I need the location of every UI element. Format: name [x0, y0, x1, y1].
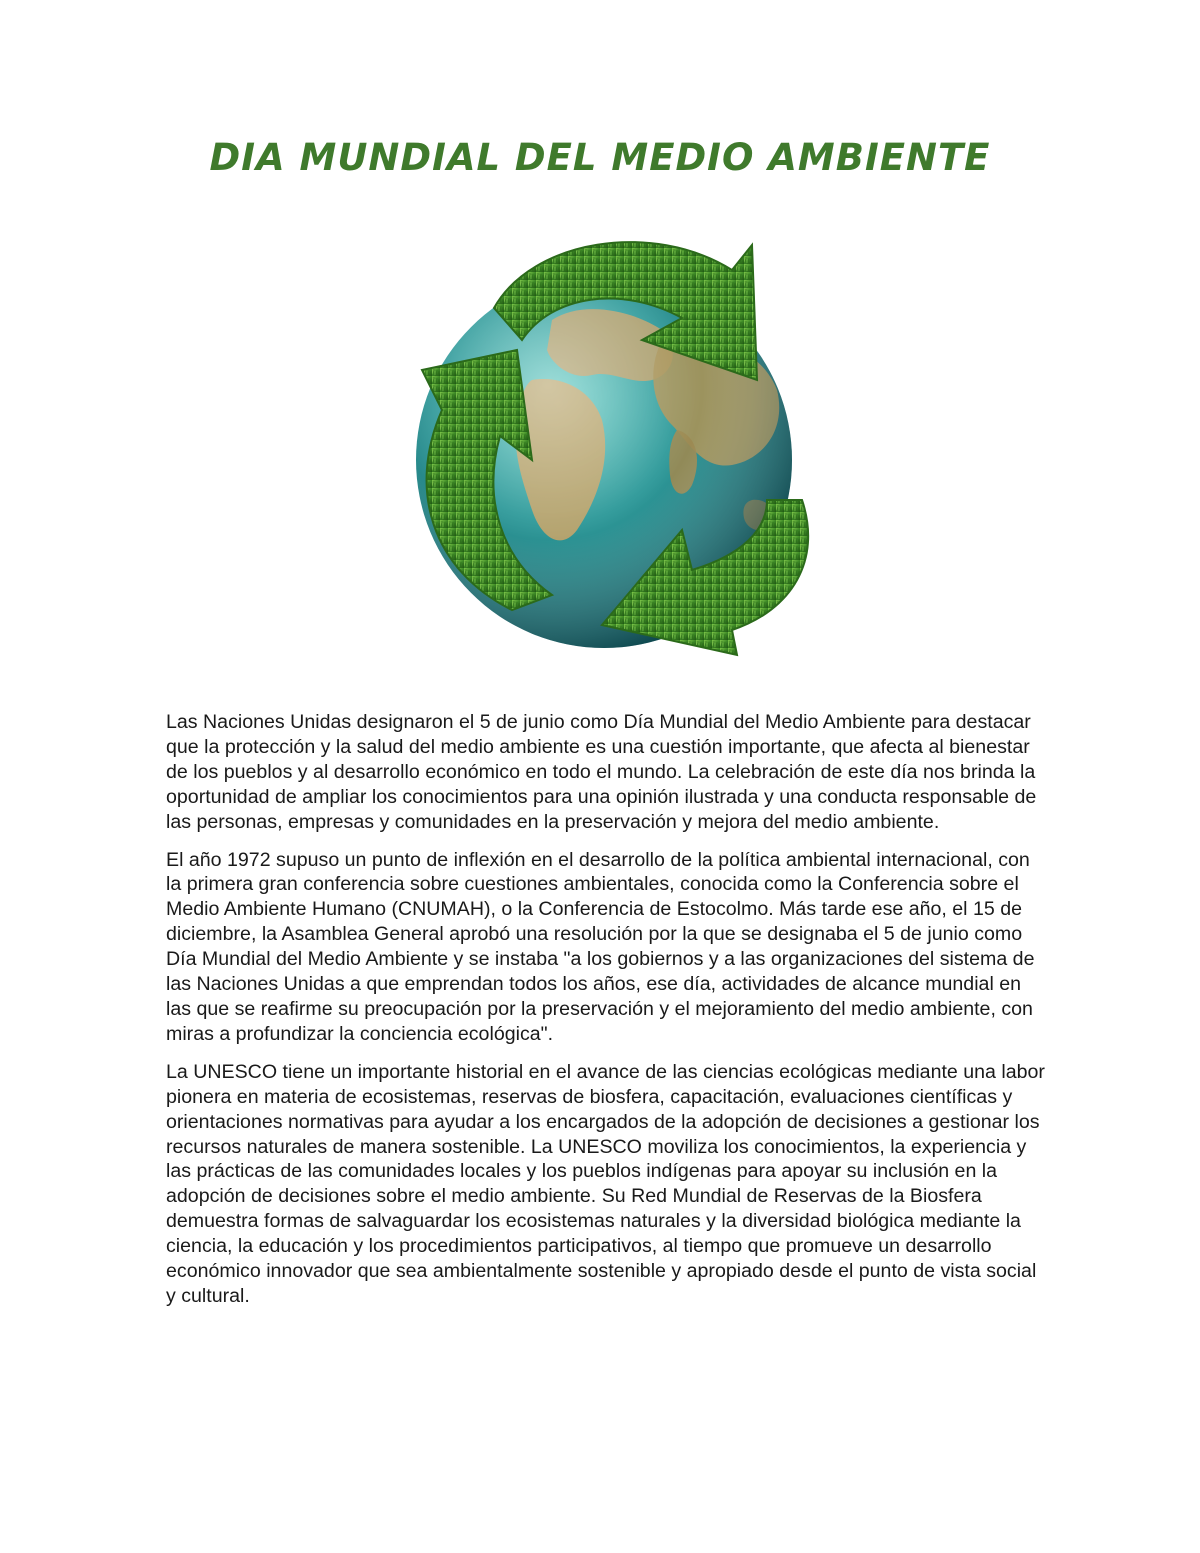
paragraph-1: Las Naciones Unidas designaron el 5 de junio como Día Mundial del Medio Ambiente para destacar que la protección y la salud del medio ambiente es una cuestión importante, que afecta al bienestar de los pueblos y al desarrollo económico en todo el mundo. La celebración de este día nos brinda la oportunidad de ampliar los conocimientos para una opinión ilustrada y una conducta responsable de las personas, empresas y comunidades en la preservación y mejora del medio ambiente.	[166, 711, 1037, 833]
paragraph-2: El año 1972 supuso un punto de inflexión en el desarrollo de la política ambiental internacional, con la primera gran conferencia sobre cuestiones ambientales, conocida como la Conferencia sobre el Medio Ambiente Humano (CNUMAH), o la Conferencia de Estocolmo. Más tarde ese año, el 15 de diciembre, la Asamblea General aprobó una resolución por la que se designaba el 5 de junio como Día Mundial del Medio Ambiente y se instaba "a los gobiernos y a las organizaciones del sistema de las Naciones Unidas a que emprendan todos los años, ese día, actividades de alcance mundial en las que se reafirme su preocupación por la preservación y el mejoramiento del medio ambiente, con miras a profundizar la conciencia ecológica".	[166, 848, 1035, 1045]
globe-recycle-illustration	[232, 200, 968, 692]
document-body	[166, 710, 1046, 1322]
globe-recycle-icon	[232, 200, 968, 692]
document-title: DIA MUNDIAL DEL MEDIO AMBIENTE	[209, 136, 991, 179]
paragraph-3: La UNESCO tiene un importante historial en el avance de las ciencias ecológicas mediante una labor pionera en materia de ecosistemas, reservas de biosfera, capacitación, evaluaciones científicas y orientaciones normativas para ayudar a los encargados de la adopción de decisiones a gestionar los recursos naturales de manera sostenible. La UNESCO moviliza los conocimientos, la experiencia y las prácticas de las comunidades locales y los pueblos indígenas para apoyar su inclusión en la adopción de decisiones sobre el medio ambiente. Su Red Mundial de Reservas de la Biosfera demuestra formas de salvaguardar los ecosistemas naturales y la diversidad biológica mediante la ciencia, la educación y los procedimientos participativos, al tiempo que promueve un desarrollo económico innovador que sea ambientalmente sostenible y apropiado desde el punto de vista social y cultural.	[166, 1060, 1045, 1307]
